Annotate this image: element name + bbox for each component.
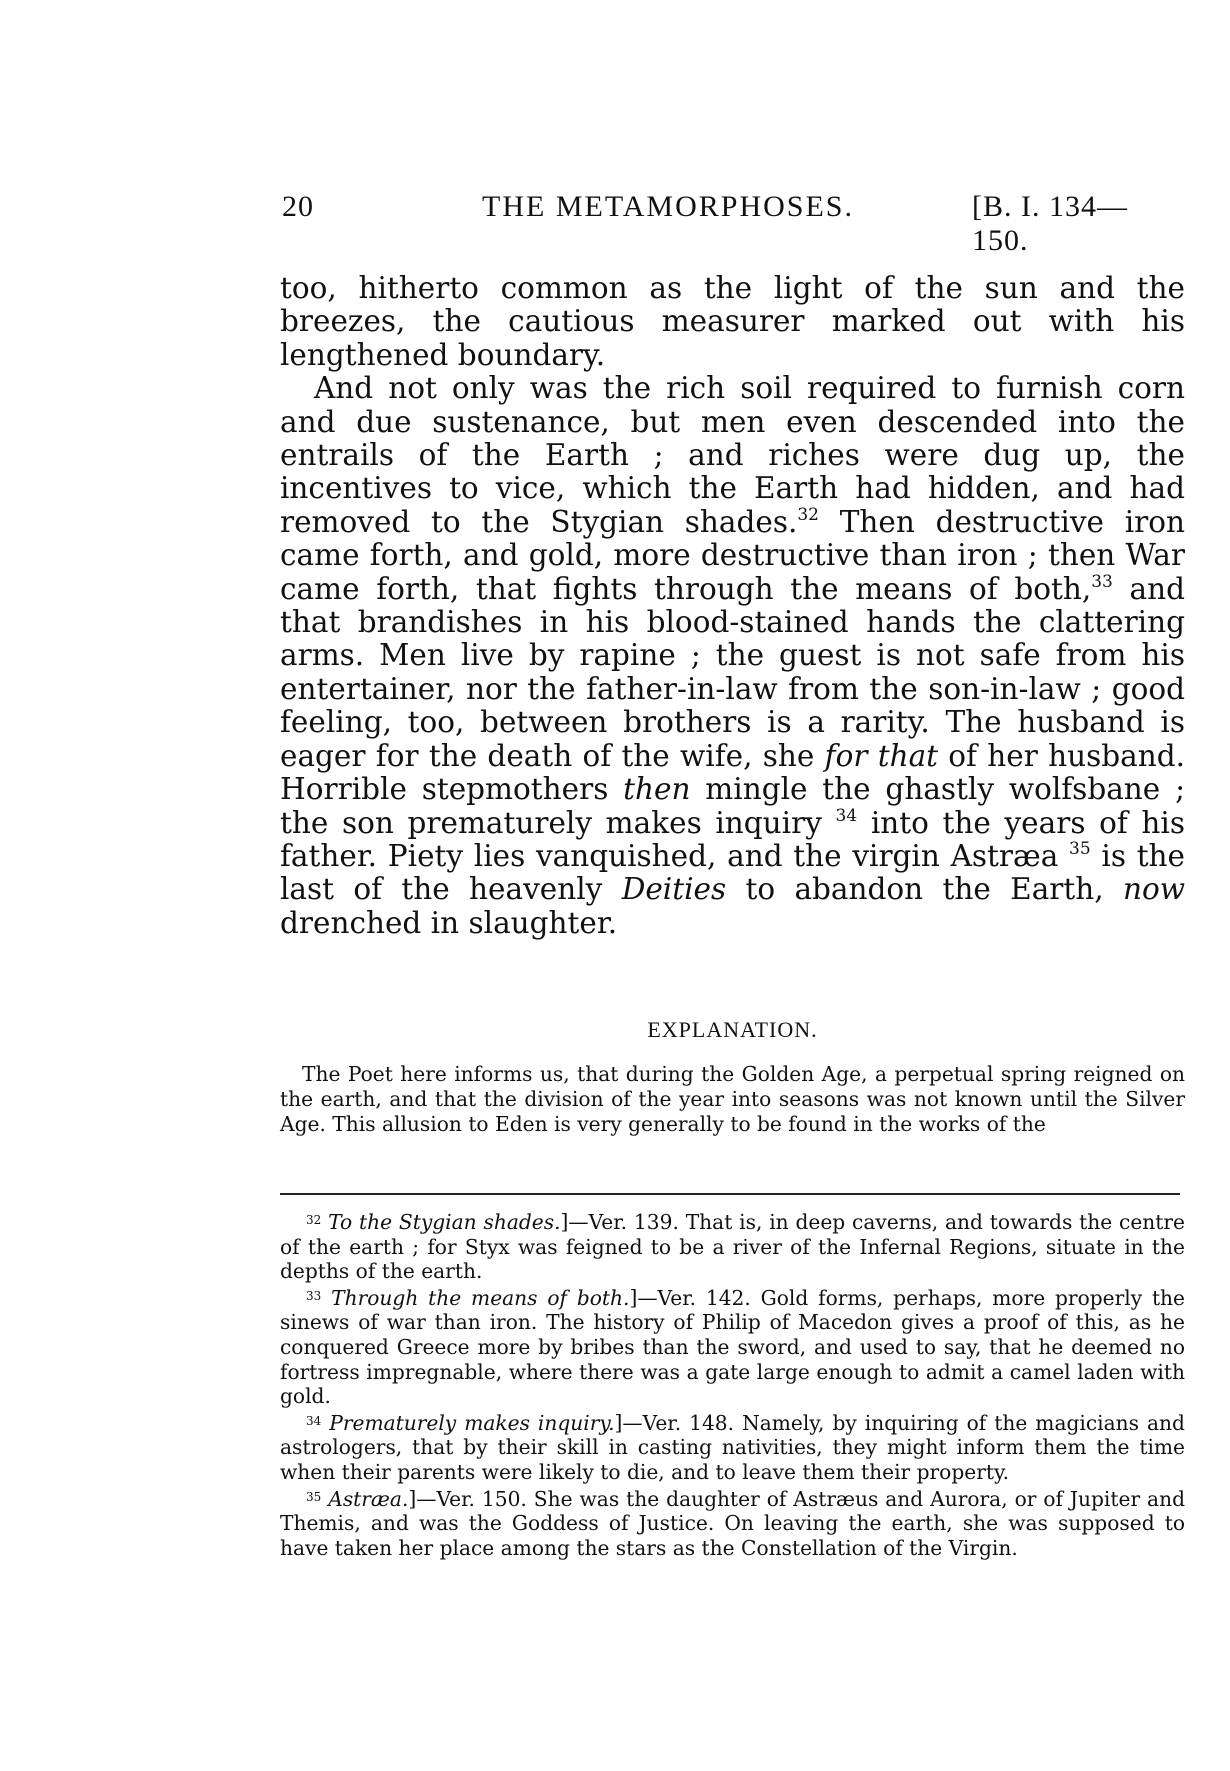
book-title: THE METAMORPHOSES. bbox=[482, 190, 854, 223]
paragraph: And not only was the rich soil required to furnish corn and due sustenance, but men even descended into the entrails of the Earth ; and riches were dug up, the incentives to vice, which the Earth had hidden, and had removed to the Stygian shades.$^{32}$ Then destructive iron came forth, and gold, more destructive than iron ; then War came forth, that fights through the means of both,$^{33}$ and that brandishes in his blood-stained hands the clattering arms. Men live by rapine ; the guest is not safe from his entertainer, nor the father-in-law from the son-in-law ; good feeling, too, between brothers is a rarity. The husband is eager for the death of the wife, she for that of her husband. Horrible stepmothers then mingle the ghastly wolfsbane ; the son prematurely makes inquiry $^{34}$ into the years of his father. Piety lies vanquished, and the virgin Astræa $^{35}$ is the last of the heavenly Deities to abandon the Earth, now drenched in slaughter. bbox=[280, 371, 1186, 940]
footnote-34: $^{34}$ Prematurely makes inquiry.]—Ver. 148. Namely, by inquiring of the magicians and astrologers, that by their skill in casting nativities, they might inform them the time when their parents were likely to die, and to leave them their property. bbox=[280, 1410, 1185, 1484]
paragraph-continued: too, hitherto common as the light of the sun and the breezes, the cautious measurer marked out with his lengthened boundary. bbox=[280, 271, 1185, 372]
book-line-reference: [B. I. 134—150. bbox=[972, 190, 1128, 257]
page-number: 20 bbox=[282, 190, 314, 223]
footnote-ref-34: 34 bbox=[835, 805, 858, 826]
footnotes bbox=[280, 1208, 1185, 1560]
main-text bbox=[280, 272, 1185, 940]
footnote-32: $^{32}$ To the Stygian shades.]—Ver. 139. That is, in deep caverns, and towards the centre of the earth ; for Styx was feigned to be a river of the Infernal Regions, situate in the depths of the earth. bbox=[280, 1210, 1185, 1284]
footnote-35: $^{35}$ Astræa.]—Ver. 150. She was the daughter of Astræus and Aurora, or of Jupiter and Themis, and was the Goddess of Justice. On leaving the earth, she was supposed to have taken her place among the stars as the Constellation of the Virgin. bbox=[280, 1486, 1185, 1560]
footnote-ref-32: 32 bbox=[797, 504, 819, 525]
footnote-ref-33: 33 bbox=[1091, 571, 1113, 592]
running-header bbox=[282, 190, 1182, 257]
footnote-divider bbox=[280, 1193, 1180, 1195]
footnote-ref-35: 35 bbox=[1069, 838, 1091, 859]
explanation-heading: EXPLANATION. bbox=[647, 1017, 818, 1042]
footnote-33: $^{33}$ Through the means of both.]—Ver. 142. Gold forms, perhaps, more properly the sinews of war than iron. The history of Philip of Macedon gives a proof of this, as he conquered Greece more by bribes than the sword, and used to say, that he deemed no fortress impregnable, where there was a gate large enough to admit a camel laden with gold. bbox=[280, 1285, 1186, 1409]
explanation-text: The Poet here informs us, that during the Golden Age, a perpetual spring reigned on the earth, and that the division of the year into seasons was not known until the Silver Age. This allusion to Eden is very generally to be found in the works of the bbox=[280, 1062, 1185, 1136]
